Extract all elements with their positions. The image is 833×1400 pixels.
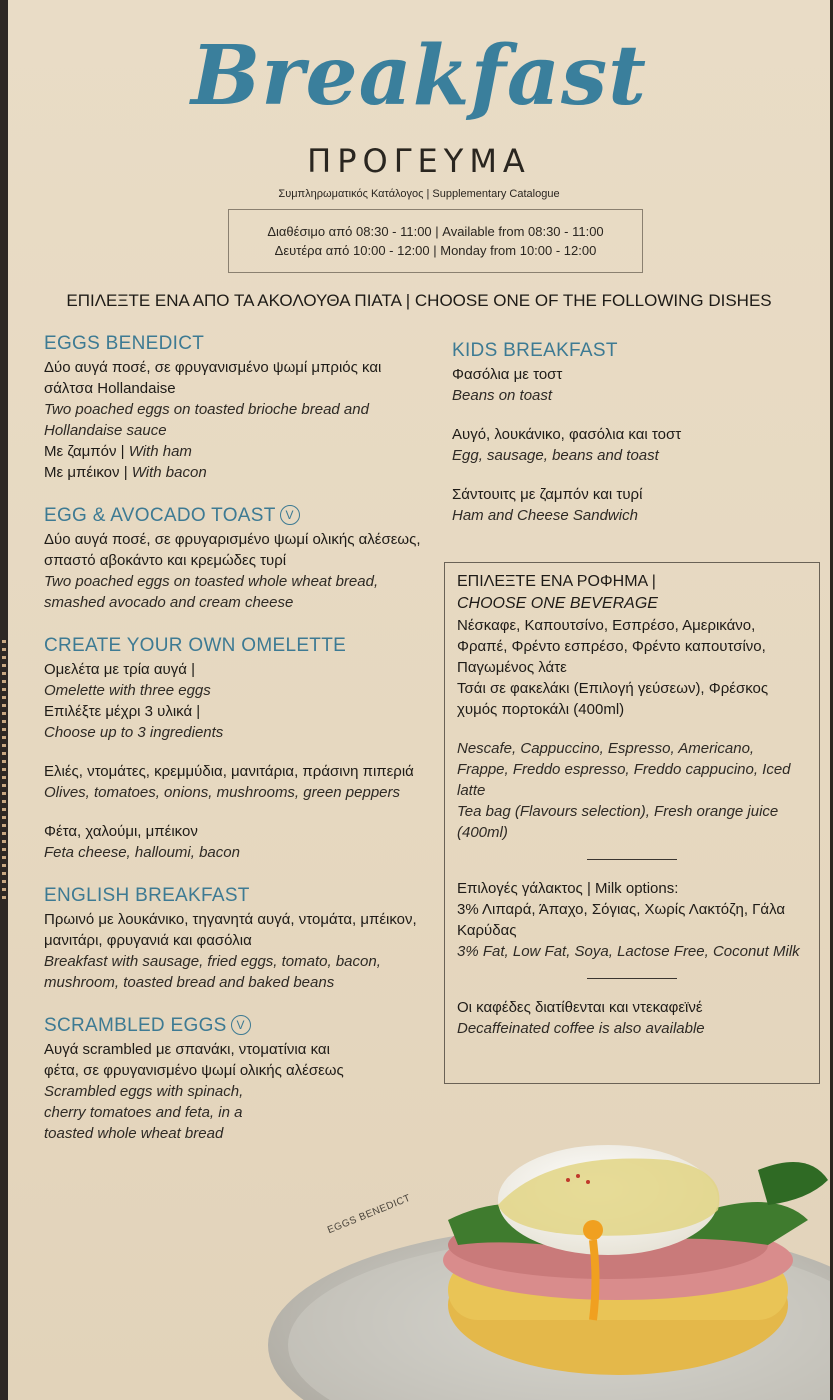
section-egg-avocado-toast	[44, 505, 424, 613]
section-heading: KIDS BREAKFAST	[452, 340, 618, 361]
dish-description-english: Breakfast with sausage, fried eggs, tomato, bacon, mushroom, toasted bread and baked beans	[44, 953, 381, 991]
section-heading: CREATE YOUR OWN OMELETTE	[44, 635, 347, 656]
decaf-note-greek: Οι καφέδες διατίθενται και ντεκαφεϊνέ	[457, 999, 703, 1016]
option-ham: Με ζαμπόν | With ham	[44, 443, 192, 460]
milk-options-english: 3% Fat, Low Fat, Soya, Lactose Free, Coconut Milk	[457, 943, 800, 960]
ingredients-veg-english: Olives, tomatoes, onions, mushrooms, green peppers	[44, 784, 401, 801]
section-heading-text: SCRAMBLED EGGS	[44, 1015, 227, 1036]
vegetarian-icon: V	[280, 505, 300, 525]
option-greek: Με ζαμπόν	[44, 443, 117, 460]
omelette-base-english: Omelette with three eggs	[44, 682, 211, 699]
section-heading: EGGS BENEDICT	[44, 333, 205, 354]
option-english: With ham	[128, 443, 192, 460]
beverage-list-english-2: Tea bag (Flavours selection), Fresh orange juice (400ml)	[457, 803, 779, 841]
kids-item-english: Egg, sausage, beans and toast	[452, 447, 659, 464]
ingredients-veg-greek: Ελιές, ντομάτες, κρεμμύδια, μανιτάρια, πράσινη πιπεριά	[44, 763, 414, 780]
catalogue-note: Συμπληρωματικός Κατάλογος | Supplementary Catalogue	[278, 188, 560, 200]
left-column	[44, 333, 424, 1166]
dish-description-greek: Πρωινό με λουκάνικο, τηγανητά αυγά, ντομάτα, μπέικον, μανιτάρι, φρυγανιά και φασόλια	[44, 911, 417, 949]
hours-line-1: Διαθέσιμο από 08:30 - 11:00 | Available from 08:30 - 11:00	[267, 224, 604, 239]
choose-dish-heading: ΕΠΙΛΕΞΤΕ ΕΝΑ ΑΠΟ ΤΑ ΑΚΟΛΟΥΘΑ ΠΙΑΤΑ | CHOOSE ONE OF THE FOLLOWING DISHES	[66, 291, 772, 310]
beverage-heading-english: CHOOSE ONE BEVERAGE	[457, 595, 658, 612]
section-heading	[44, 505, 424, 527]
omelette-base-greek: Ομελέτα με τρία αυγά |	[44, 661, 195, 678]
divider	[587, 859, 677, 860]
menu-subtitle-greek: ΠΡΟΓΕΥΜΑ	[307, 142, 531, 180]
divider	[587, 978, 677, 979]
ingredients-other-english: Feta cheese, halloumi, bacon	[44, 844, 240, 861]
availability-box	[228, 209, 643, 273]
decaf-note-english: Decaffeinated coffee is also available	[457, 1020, 705, 1037]
dish-description-english: Two poached eggs on toasted brioche bread and Hollandaise sauce	[44, 401, 369, 439]
kids-item-greek: Αυγό, λουκάνικο, φασόλια και τοστ	[452, 426, 682, 443]
eggs-benedict-photo	[248, 1110, 830, 1400]
dish-description-greek: Δύο αυγά ποσέ, σε φρυγανισμένο ψωμί μπριός και σάλτσα Hollandaise	[44, 359, 382, 397]
left-edge-strip	[0, 0, 8, 1400]
dish-description-greek: Δύο αυγά ποσέ, σε φρυγαρισμένο ψωμί ολικής αλέσεως, σπαστό αβοκάντο και κρεμώδες τυρί	[44, 531, 421, 569]
beverage-list-greek-2: Τσάι σε φακελάκι (Επιλογή γεύσεων), Φρέσκος χυμός πορτοκάλι (400ml)	[457, 680, 769, 718]
section-heading	[44, 1015, 344, 1037]
omelette-choice-english: Choose up to 3 ingredients	[44, 724, 224, 741]
photo-label: EGGS BENEDICT	[326, 1192, 413, 1237]
right-column	[452, 340, 822, 548]
kids-item	[452, 424, 822, 466]
kids-item	[452, 364, 822, 406]
vegetarian-icon: V	[231, 1015, 251, 1035]
milk-options-greek: 3% Λιπαρά, Άπαχο, Σόγιας, Χωρίς Λακτόζη, Γάλα Καρύδας	[457, 901, 786, 939]
menu-title: Breakfast	[190, 28, 648, 124]
kids-item-greek: Φασόλια με τοστ	[452, 366, 563, 383]
option-greek: Με μπέικον	[44, 464, 120, 481]
section-eggs-benedict	[44, 333, 424, 483]
section-kids-breakfast	[452, 340, 822, 526]
section-heading-text: EGG & AVOCADO TOAST	[44, 505, 276, 526]
kids-item-english: Beans on toast	[452, 387, 553, 404]
milk-options-heading: Επιλογές γάλακτος | Milk options:	[457, 880, 679, 897]
option-english: With bacon	[131, 464, 207, 481]
beverage-box	[444, 562, 820, 1084]
beverage-heading-greek: ΕΠΙΛΕΞΤΕ ΕΝΑ ΡΟΦΗΜΑ |	[457, 573, 656, 590]
kids-item-greek: Σάντουιτς με ζαμπόν και τυρί	[452, 486, 643, 503]
dish-description-greek: Αυγά scrambled με σπανάκι, ντοματίνια και φέτα, σε φρυγανισμένο ψωμί ολικής αλέσεως	[44, 1041, 344, 1079]
kids-item	[452, 484, 822, 526]
section-heading: ENGLISH BREAKFAST	[44, 885, 250, 906]
section-omelette	[44, 635, 424, 863]
ingredients-other-greek: Φέτα, χαλούμι, μπέικον	[44, 823, 198, 840]
omelette-choice-greek: Επιλέξτε μέχρι 3 υλικά |	[44, 703, 201, 720]
section-english-breakfast	[44, 885, 424, 993]
dish-description-english: Scrambled eggs with spinach, cherry tomatoes and feta, in a toasted whole wheat bread	[44, 1083, 244, 1142]
beverage-list-greek: Νέσκαφε, Καπουτσίνο, Εσπρέσο, Αμερικάνο, Φραπέ, Φρέντο εσπρέσο, Φρέντο καπουτσίνο, Παγωμένος λάτε	[457, 617, 766, 676]
beverage-list-english: Nescafe, Cappuccino, Espresso, Americano, Frappe, Freddo espresso, Freddo cappucino, Iced latte	[457, 740, 791, 799]
option-bacon: Με μπέικον | With bacon	[44, 464, 207, 481]
decorative-pattern	[2, 640, 6, 900]
dish-description-english: Two poached eggs on toasted whole wheat bread, smashed avocado and cream cheese	[44, 573, 379, 611]
kids-item-english: Ham and Cheese Sandwich	[452, 507, 638, 524]
menu-page	[8, 0, 830, 1400]
hours-line-2: Δευτέρα από 10:00 - 12:00 | Monday from 10:00 - 12:00	[274, 243, 597, 258]
